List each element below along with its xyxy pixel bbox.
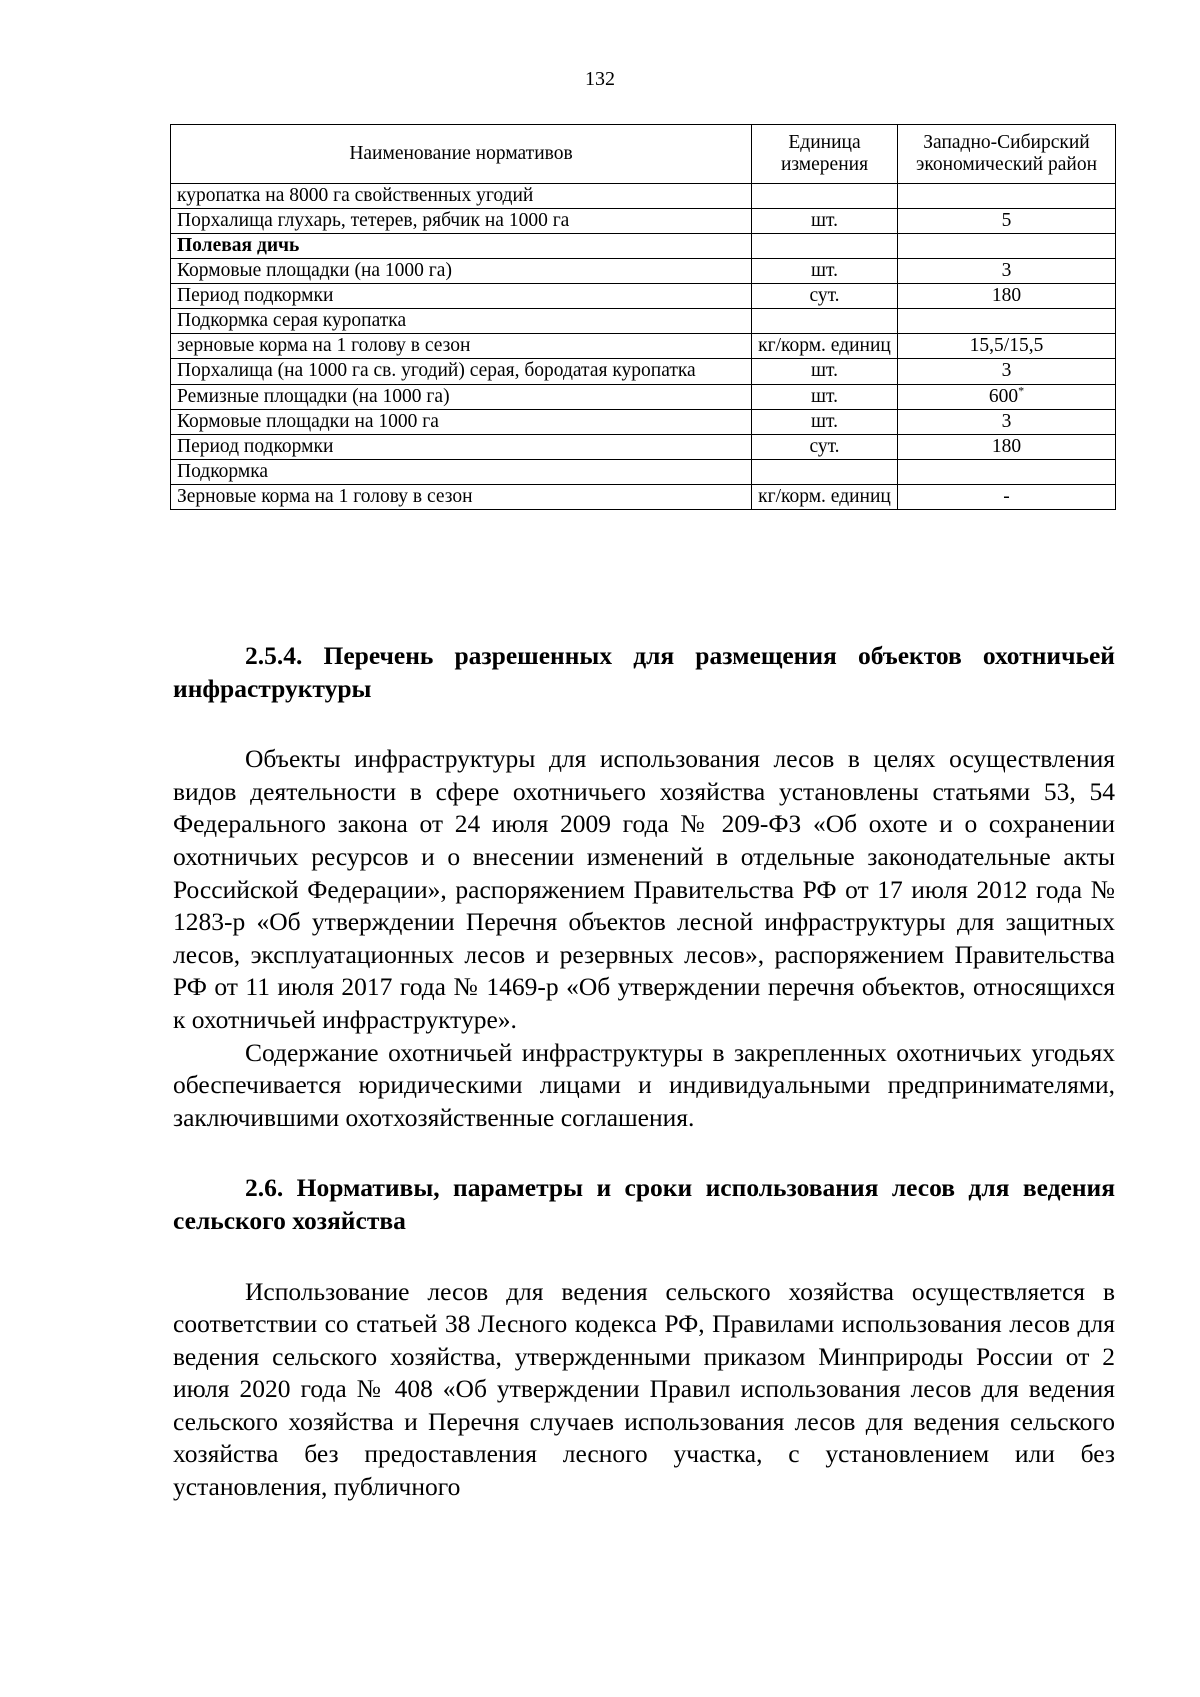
row-value: 3 (898, 359, 1116, 384)
document-body (173, 640, 1115, 1504)
row-value: 600 (988, 385, 1019, 407)
table-row (171, 359, 1116, 384)
table-row (171, 334, 1116, 359)
section-2-5-4-paragraph-2: Содержание охотничьей инфраструктуры в закрепленных охотничьих угодьях обеспечивается юридическими лицами и индивидуальными предпринимателями, заключившими охотхозяйственные соглашения. (173, 1037, 1115, 1132)
row-unit: шт. (752, 209, 898, 234)
table-row (171, 259, 1116, 284)
row-value: 5 (898, 209, 1116, 234)
row-value: 15,5/15,5 (898, 334, 1116, 359)
section-heading-2-5-4: 2.5.4. Перечень разрешенных для размещения объектов охотничьей инфраструктуры (173, 641, 1115, 703)
page-number: 132 (585, 68, 615, 90)
row-unit: шт. (752, 409, 898, 434)
table-row (171, 409, 1116, 434)
section-heading-2-6: 2.6. Нормативы, параметры и сроки использования лесов для ведения сельского хозяйства (173, 1173, 1115, 1235)
row-unit: сут. (752, 434, 898, 459)
row-value (898, 234, 1116, 259)
row-unit: шт. (752, 259, 898, 284)
row-value-cell (898, 384, 1116, 409)
row-value: 3 (898, 259, 1116, 284)
row-unit (752, 459, 898, 484)
row-value (898, 459, 1116, 484)
row-name: Порхалища (на 1000 га св. угодий) серая, бородатая куропатка (171, 359, 752, 384)
table-row-section (171, 234, 1116, 259)
row-name: Зерновые корма на 1 голову в сезон (171, 484, 752, 509)
row-unit: шт. (752, 384, 898, 409)
row-name: Подкормка серая куропатка (171, 309, 752, 334)
row-value: 3 (898, 409, 1116, 434)
table-header-row (171, 125, 1116, 184)
row-unit (752, 309, 898, 334)
row-unit (752, 234, 898, 259)
row-value: - (898, 484, 1116, 509)
header-name: Наименование нормативов (171, 125, 752, 184)
section-2-5-4-paragraph-1: Объекты инфраструктуры для использования лесов в целях осуществления видов деятельности в сфере охотничьего хозяйства установлены статьями 53, 54 Федерального закона от 24 июля 2009 года № 209-ФЗ «Об охоте и о сохранении охотничьих ресурсов и о внесении изменений в отдельные законодательные акты Российской Федерации», распоряжением Правительства РФ от 17 июля 2012 года № 1283-р «Об утверждении Перечня объектов лесной инфраструктуры для защитных лесов, эксплуатационных лесов и резервных лесов», распоряжением Правительства РФ от 11 июля 2017 года № 1469-р «Об утверждении перечня объектов, относящихся к охотничьей инфраструктуре». (173, 744, 1115, 1034)
row-value (898, 309, 1116, 334)
row-unit (752, 184, 898, 209)
row-name: куропатка на 8000 га свойственных угодий (171, 184, 752, 209)
table-row (171, 384, 1116, 409)
table-row (171, 209, 1116, 234)
header-unit: Единица измерения (752, 125, 898, 184)
row-name: Ремизные площадки (на 1000 га) (171, 384, 752, 409)
row-unit: сут. (752, 284, 898, 309)
row-unit: кг/корм. единиц (752, 334, 898, 359)
row-name: Подкормка (171, 459, 752, 484)
table-row (171, 434, 1116, 459)
row-name: зерновые корма на 1 голову в сезон (171, 334, 752, 359)
table-row (171, 484, 1116, 509)
table-row (171, 459, 1116, 484)
row-name: Кормовые площадки (на 1000 га) (171, 259, 752, 284)
footnote-marker: * (1018, 383, 1025, 398)
row-value: 180 (898, 434, 1116, 459)
row-name: Порхалища глухарь, тетерев, рябчик на 1000 га (171, 209, 752, 234)
row-unit: шт. (752, 359, 898, 384)
row-value (898, 184, 1116, 209)
section-2-6-paragraph-1: Использование лесов для ведения сельского хозяйства осуществляется в соответствии со статьей 38 Лесного кодекса РФ, Правилами использования лесов для ведения сельского хозяйства, утвержденными приказом Минприроды России от 2 июля 2020 года № 408 «Об утверждении Правил использования лесов для ведения сельского хозяйства и Перечня случаев использования лесов для ведения сельского хозяйства без предоставления лесного участка, с установлением или без установления, публичного (173, 1276, 1115, 1502)
table-row (171, 284, 1116, 309)
row-unit: кг/корм. единиц (752, 484, 898, 509)
table-row (171, 309, 1116, 334)
table-row (171, 184, 1116, 209)
row-name: Период подкормки (171, 284, 752, 309)
row-name: Кормовые площадки на 1000 га (171, 409, 752, 434)
row-value: 180 (898, 284, 1116, 309)
header-region: Западно-Сибирский экономический район (898, 125, 1116, 184)
norms-table (170, 124, 1116, 510)
row-name: Период подкормки (171, 434, 752, 459)
row-name: Полевая дичь (171, 234, 752, 259)
